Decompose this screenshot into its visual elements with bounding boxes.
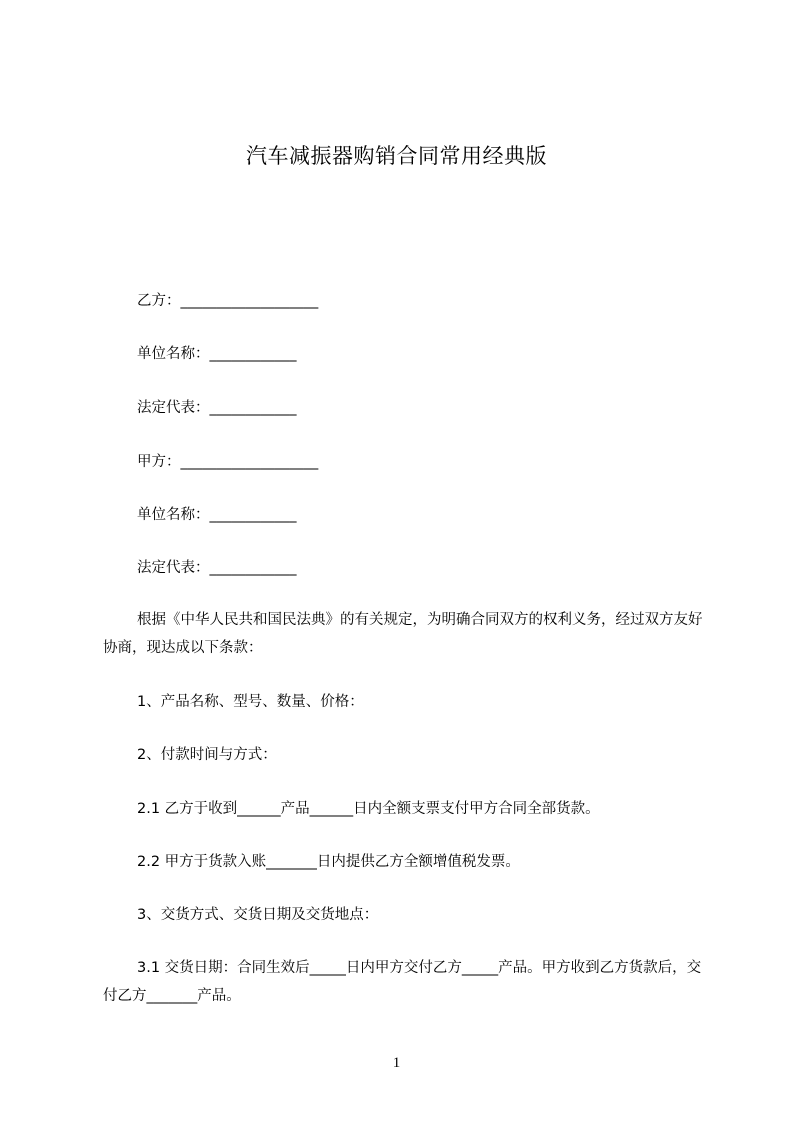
- preamble-paragraph: [103, 606, 703, 662]
- party-a-representative-line: 法定代表：____________: [137, 560, 297, 576]
- party-b-unit-line: 单位名称：____________: [137, 346, 297, 362]
- clause-2-2-text: 2.2 甲方于货款入账_______日内提供乙方全额增值税发票。: [137, 854, 520, 870]
- page-number: 1: [392, 1055, 401, 1071]
- party-b-line: 乙方：___________________: [137, 293, 319, 309]
- party-a-unit-line: 单位名称：____________: [137, 507, 297, 523]
- clause-1-heading: 1、产品名称、型号、数量、价格：: [137, 694, 364, 710]
- preamble-text: 根据《中华人民共和国民法典》的有关规定，为明确合同双方的权利义务，经过双方友好协商，现达成以下条款：: [103, 612, 703, 656]
- party-b-representative-line: 法定代表：____________: [137, 400, 297, 416]
- clause-3-1-paragraph: [103, 954, 703, 1010]
- clause-2-heading: 2、付款时间与方式：: [137, 747, 277, 763]
- document-title: 汽车减振器购销合同常用经典版: [246, 144, 547, 168]
- party-a-line: 甲方：___________________: [137, 454, 319, 470]
- clause-3-heading: 3、交货方式、交货日期及交货地点：: [137, 907, 379, 923]
- clause-3-1-text: 3.1 交货日期：合同生效后_____日内甲方交付乙方_____产品。甲方收到乙方货款后，交付乙方_______产品。: [103, 960, 702, 1004]
- clause-2-1-text: 2.1 乙方于收到______产品______日内全额支票支付甲方合同全部货款。: [137, 801, 600, 817]
